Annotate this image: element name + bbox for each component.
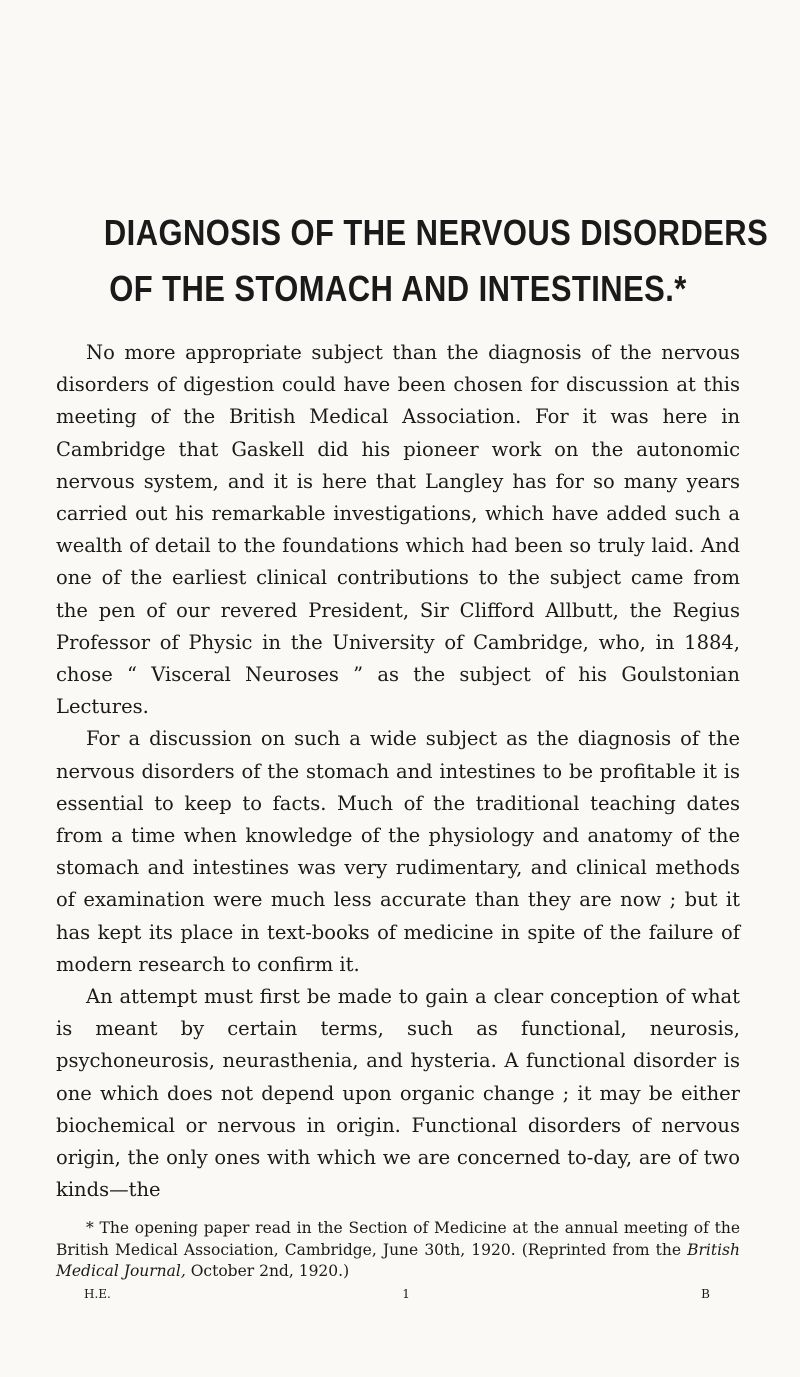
footnote-journal: British Medical Journal, xyxy=(56,1240,740,1281)
footnote-text-end: October 2nd, 1920.) xyxy=(185,1262,350,1281)
body-text xyxy=(56,337,740,1206)
page-title xyxy=(103,205,769,317)
page-number: 1 xyxy=(402,1286,410,1301)
paragraph: No more appropriate subject than the diagnosis of the nervous disorders of digestion could have been chosen for discussion at this meeting of the British Medical Association. For it was here in Cambridge that Gaskell did his pioneer work on the autonomic nervous system, and it is here that Langley has for so many years carried out his remarkable investigations, which have added such a wealth of detail to the foundations which had been so truly laid. And one of the earliest clinical contributions to the subject came from the pen of our revered President, Sir Clifford Allbutt, the Regius Professor of Physic in the University of Cambridge, who, in 1884, chose “ Visceral Neuroses ” as the subject of his Goulstonian Lectures. xyxy=(56,341,740,719)
signature-line xyxy=(56,1287,740,1301)
paragraph: For a discussion on such a wide subject as the diagnosis of the nervous disorders of the stomach and intestines to be profitable it is essential to keep to facts. Much of the traditional teaching dates from a time when knowledge of the physiology and anatomy of the stomach and intestines was very rudimentary, and clinical methods of examination were much less accurate than they are now ; but it has kept its place in text-books of medicine in spite of the failure of modern research to confirm it. xyxy=(56,727,740,976)
footnote xyxy=(56,1218,740,1283)
signature-mark: B xyxy=(701,1286,710,1301)
signature-left: H.E. xyxy=(84,1286,111,1301)
title-line-1: DIAGNOSIS OF THE NERVOUS DISORDERS xyxy=(103,212,769,253)
page xyxy=(56,205,769,1301)
title-line-2: OF THE STOMACH AND INTESTINES.* xyxy=(109,268,687,309)
paragraph: An attempt must first be made to gain a clear conception of what is meant by certain terms, such as functional, neurosis, psychoneurosis, neurasthenia, and hysteria. A functional disorder is one which does not depend upon organic change ; it may be either biochemical or nervous in origin. Functional disorders of nervous origin, the only ones with which we are concerned to-day, are of two kinds—the xyxy=(56,985,740,1202)
footnote-text: * The opening paper read in the Section of Medicine at the annual meeting of the British Medical Association, Cambridge, June 30th, 1920. (Reprinted from the xyxy=(56,1219,740,1259)
